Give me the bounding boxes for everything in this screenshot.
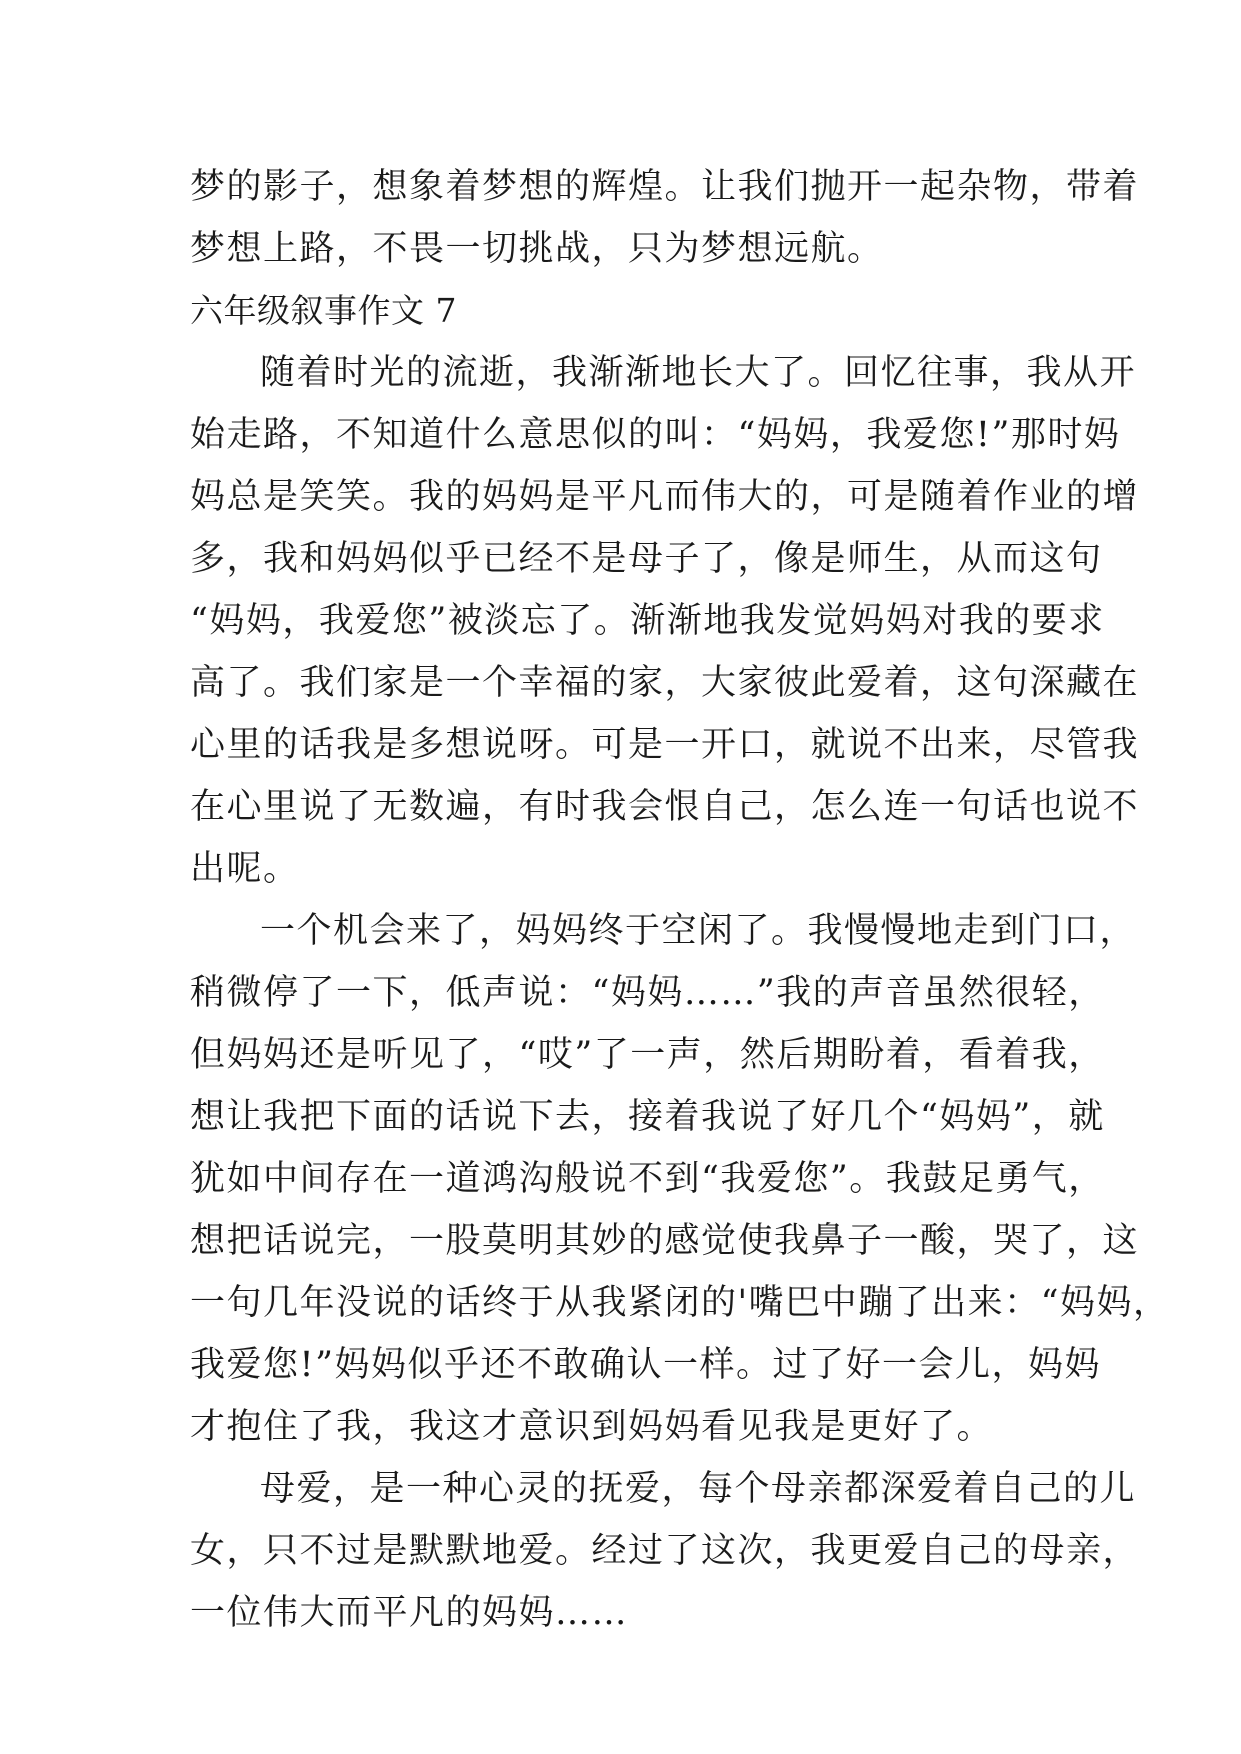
text-line: 始走路，不知道什么意思似的叫：“妈妈，我爱您!”那时妈 xyxy=(190,415,1121,455)
paragraph-3 xyxy=(190,1458,1140,1644)
text-line: 在心里说了无数遍，有时我会恨自己，怎么连一句话也说不 xyxy=(190,787,1140,827)
text-line: 一句几年没说的话终于从我紧闭的'嘴巴中蹦了出来：“妈妈， xyxy=(190,1283,1170,1323)
text-line: 高了。我们家是一个幸福的家，大家彼此爱着，这句深藏在 xyxy=(190,663,1140,703)
paragraph-1 xyxy=(190,342,1140,900)
text-line: 一个机会来了，妈妈终于空闲了。我慢慢地走到门口， xyxy=(260,911,1137,951)
document-body xyxy=(190,156,1170,1644)
text-line: 才抱住了我，我这才意识到妈妈看见我是更好了。 xyxy=(190,1407,994,1447)
text-line: 稍微停了一下，低声说：“妈妈……”我的声音虽然很轻， xyxy=(190,973,1105,1013)
paragraph-2 xyxy=(190,900,1170,1458)
text-line: 出呢。 xyxy=(190,849,300,889)
text-line: 心里的话我是多想说呀。可是一开口，就说不出来，尽管我 xyxy=(190,725,1140,765)
text-line: 我爱您!”妈妈似乎还不敢确认一样。过了好一会儿，妈妈 xyxy=(190,1345,1101,1385)
text-line: “妈妈，我爱您”被淡忘了。渐渐地我发觉妈妈对我的要求 xyxy=(190,601,1105,641)
text-line: 妈总是笑笑。我的妈妈是平凡而伟大的，可是随着作业的增 xyxy=(190,477,1140,517)
text-line: 犹如中间存在一道鸿沟般说不到“我爱您”。我鼓足勇气， xyxy=(190,1159,1105,1199)
text-line: 梦的影子，想象着梦想的辉煌。让我们抛开一起杂物，带着 xyxy=(190,167,1140,207)
text-line: 多，我和妈妈似乎已经不是母子了，像是师生，从而这句 xyxy=(190,539,1103,579)
text-line: 随着时光的流逝，我渐渐地长大了。回忆往事，我从开 xyxy=(260,353,1137,393)
text-line: 母爱，是一种心灵的抚爱，每个母亲都深爱着自己的儿 xyxy=(260,1469,1137,1509)
text-line: 梦想上路，不畏一切挑战，只为梦想远航。 xyxy=(190,229,884,269)
text-line: 女，只不过是默默地爱。经过了这次，我更爱自己的母亲， xyxy=(190,1531,1140,1571)
text-line: 但妈妈还是听见了，“哎”了一声，然后期盼着，看着我， xyxy=(190,1035,1105,1075)
text-line: 一位伟大而平凡的妈妈…… xyxy=(190,1593,629,1633)
text-line: 想让我把下面的话说下去，接着我说了好几个“妈妈”，就 xyxy=(190,1097,1105,1137)
intro-paragraph xyxy=(190,156,1140,280)
text-line: 想把话说完，一股莫明其妙的感觉使我鼻子一酸，哭了，这 xyxy=(190,1221,1140,1261)
essay-heading: 六年级叙事作文 7 xyxy=(190,291,457,330)
